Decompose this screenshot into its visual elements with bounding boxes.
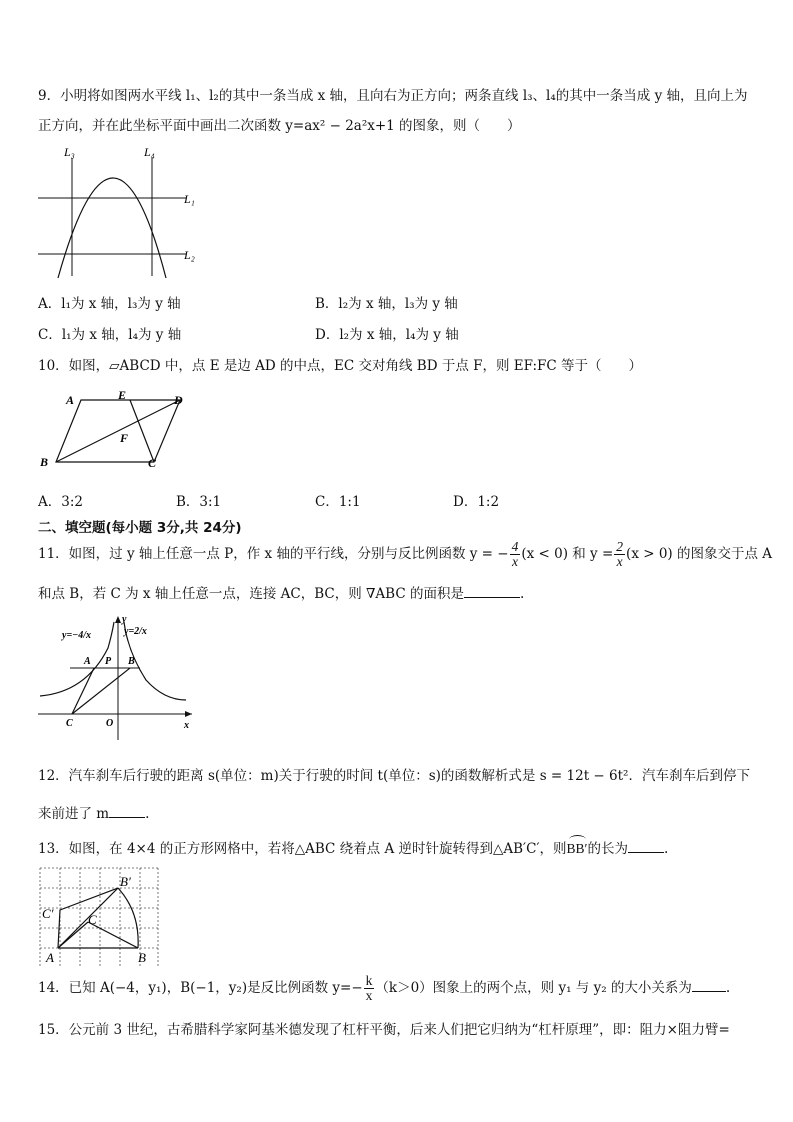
q11-label-c: C <box>66 718 73 729</box>
q10-figure <box>38 388 198 472</box>
q12-answer-blank[interactable] <box>109 817 145 818</box>
q11-figure <box>36 612 196 744</box>
q11-text-line1 <box>38 536 772 572</box>
q11-fraction-2: $\frac{2}{x}$ <box>616 538 624 569</box>
q9-figure <box>36 140 206 280</box>
q13-figure <box>38 866 162 970</box>
q10-label-d: D <box>174 393 183 407</box>
q10-label-b: B <box>40 455 49 469</box>
q9-text-line1: 9．小明将如图两水平线 l₁、l₂的其中一条当成 x 轴，且向右为正方向；两条直线 l₃、l₄的其中一条当成 y 轴，且向上为 <box>38 88 748 104</box>
q9-option-d[interactable]: D．l₂为 x 轴，l₄为 y 轴 <box>315 327 459 343</box>
label-l3: L₃ <box>64 145 75 159</box>
q9-option-b[interactable]: B．l₂为 x 轴，l₃为 y 轴 <box>315 296 458 312</box>
q14-text: 14．已知 A(−4，y₁)，B(−1，y₂)是反比例函数 y=− $\frac{k}{x}$ （k＞0）图象上的两个点，则 y₁ 与 y₂ 的大小关系为 . <box>38 972 731 1003</box>
q13-label-b: B <box>138 950 146 965</box>
q13-label-a: A <box>46 950 54 965</box>
q10-option-d[interactable]: D．1:2 <box>453 494 500 510</box>
q12-text-line1: 12．汽车刹车后行驶的距离 s(单位：m)关于行驶的时间 t(单位：s)的函数解析式是 s = 12t − 6t²．汽车刹车后到停下 <box>38 768 750 784</box>
q11-answer-blank[interactable] <box>464 597 520 598</box>
q9-option-c[interactable]: C．l₁为 x 轴，l₄为 y 轴 <box>38 327 182 343</box>
q11-text-c: (x > 0) 的图象交于点 A <box>626 546 773 562</box>
label-l2: L₂ <box>184 248 195 262</box>
q12-text-line2: 来前进了 m . <box>38 806 150 822</box>
q9-text-line2: 正方向，并在此坐标平面中画出二次函数 y=ax² − 2a²x+1 的图象，则（ ） <box>38 118 521 134</box>
q10-text: 10．如图，▱ABCD 中，点 E 是边 AD 的中点，EC 交对角线 BD 于点 F，则 EF:FC 等于（ ） <box>38 358 643 374</box>
q11-label-f2: y=2/x <box>124 626 147 637</box>
q13-label-c: C <box>88 912 97 927</box>
q11-text-a: 11．如图，过 y 轴上任意一点 P，作 x 轴的平行线，分别与反比例函数 y = − <box>38 546 509 562</box>
q11-label-b: B <box>128 656 135 667</box>
q11-fraction-1: $\frac{4}{x}$ <box>511 538 519 569</box>
q13-label-b-prime: B′ <box>120 874 131 889</box>
q11-label-x: x <box>184 720 189 731</box>
q10-label-c: C <box>148 456 157 470</box>
q13-text: 13．如图，在 4×4 的正方形网格中，若将△ABC 绕着点 A 逆时针旋转得到△AB′C′，则 BB′的长为 . <box>38 837 668 857</box>
q13-arc-bb: BB′ <box>567 837 588 857</box>
q14-answer-blank[interactable] <box>692 991 726 992</box>
q11-label-p: P <box>105 656 112 667</box>
q9-option-a[interactable]: A．l₁为 x 轴，l₃为 y 轴 <box>38 296 181 312</box>
q10-label-a: A <box>66 393 75 407</box>
label-l1: L₁ <box>184 192 195 206</box>
q11-label-y: y <box>122 614 127 625</box>
section-heading: 二、填空题(每小题 3分,共 24分) <box>38 520 242 536</box>
q11-text-line2: 和点 B，若 C 为 x 轴上任意一点，连接 AC，BC，则 ∇ABC 的面积是 . <box>38 586 525 602</box>
q13-answer-blank[interactable] <box>628 852 664 853</box>
q13-label-c-prime: C′ <box>42 906 54 921</box>
q10-label-e: E <box>118 388 127 402</box>
q11-label-o: O <box>106 718 114 729</box>
q11-text-b: (x < 0) 和 y = <box>521 546 614 562</box>
q10-option-a[interactable]: A．3:2 <box>38 494 83 510</box>
q10-label-f: F <box>120 431 129 445</box>
q15-text: 15．公元前 3 世纪，古希腊科学家阿基米德发现了杠杆平衡，后来人们把它归纳为“杠杆原理”，即：阻力×阻力臂= <box>38 1022 730 1038</box>
q11-label-a: A <box>84 656 91 667</box>
q10-option-b[interactable]: B．3:1 <box>176 494 222 510</box>
q11-label-f1: y=−4/x <box>62 630 91 641</box>
label-l4: L₄ <box>144 145 155 159</box>
q10-option-c[interactable]: C．1:1 <box>315 494 361 510</box>
q14-fraction: $\frac{k}{x}$ <box>365 972 373 1003</box>
